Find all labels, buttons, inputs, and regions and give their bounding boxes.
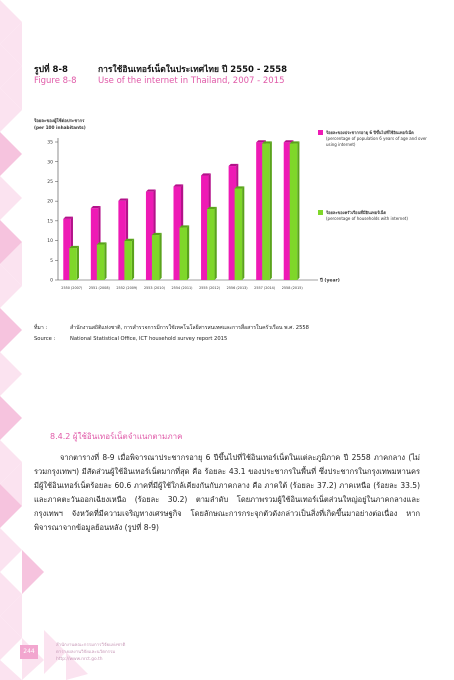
source-text-th: สำนักงานสถิติแห่งชาติ, การสำรวจการมีการใช้เทคโนโลยีสารสนเทศและการสื่อสารในครัวเรือน พ.ศ. 2558 (70, 325, 309, 331)
y-tick-label: 5 (50, 258, 53, 264)
x-axis-unit-label: ปี (year) (320, 278, 340, 284)
x-tick-label: 2554 (2011) (171, 286, 193, 290)
figure-title-en: Use of the internet in Thailand, 2007 - 2015 (98, 76, 285, 86)
footer-line-1: สำนักงานคณะกรรมการวิจัยแห่งชาติ (56, 643, 126, 648)
source-label-en: Source : (34, 336, 56, 342)
page-number: 244 (20, 645, 38, 659)
y-axis-title-en: (per 100 inhabitants) (34, 126, 86, 131)
body-paragraph: จากตารางที่ 8-9 เมื่อพิจารณาประชากรอายุ 6 ปีขึ้นไปที่ใช้อินเทอร์เน็ตในแต่ละภูมิภาค ปี 2558 ภาคกลาง (ไม่รวมกรุงเทพฯ) มีสัดส่วนผู้ใช้อินเทอร์เน็ตมากที่สุด คือ ร้อยละ 43.1 ของประชากรในพื้นที่ ซึ่งประชากรในกรุงเทพมหานครมีผู้ใช้อินเทอร์เน็ตร้อยละ 60.6 ภาคที่มีผู้ใช้ใกล้เคียงกันกับภาคกลาง คือ ภาคใต้ (ร้อยละ 37.2) ภาคเหนือ (ร้อยละ 33.5) และภาคตะวันออกเฉียงเหนือ (ร้อยละ 30.2) ตามลำดับ โดยภาพรวมผู้ใช้อินเทอร์เน็ตส่วนใหญ่อยู่ในภาคกลางและกรุงเทพฯ จังหวัดที่มีความเจริญทางเศรษฐกิจ โดยลักษณะการกระจุกตัวดังกล่าวเป็นสิ่งที่เกิดขึ้นมาอย่างต่อเนื่อง หากพิจารณาจากข้อมูลย้อนหลัง (รูปที่ 8-9) (34, 453, 420, 532)
bar-households (262, 144, 270, 280)
bar-side (215, 207, 217, 280)
figure-title-th: การใช้อินเทอร์เน็ตในประเทศไทย ปี 2550 - 2558 (98, 65, 288, 75)
figure-number-en: Figure 8-8 (34, 76, 77, 86)
figure-heading-en (34, 76, 285, 86)
y-axis-title-th: ร้อยละของผู้ใช้ต่อประชากร (34, 119, 85, 124)
y-tick-label: 30 (47, 160, 53, 166)
source-line-en (34, 336, 227, 342)
bar-side (132, 239, 134, 280)
bar-households (97, 245, 105, 280)
bar-households (124, 241, 132, 280)
footer-line-2: ตารางผลงานวิจัยและนวัตกรรม (56, 650, 116, 655)
bar-households (235, 189, 243, 280)
bar-side (297, 141, 299, 280)
bar-side (77, 246, 79, 280)
legend-item-households (318, 210, 438, 222)
bar-households (180, 228, 188, 280)
y-tick-label: 20 (47, 199, 53, 205)
bar-households (290, 144, 298, 280)
bar-side (270, 141, 272, 280)
x-tick-label: 2550 (2007) (61, 286, 83, 290)
bar-side (187, 225, 189, 280)
legend-label-population-en: (percentage of population 6 years of age and over using internet) (326, 136, 427, 147)
legend-swatch-green (318, 210, 323, 215)
legend-swatch-magenta (318, 130, 323, 135)
bar-households (152, 235, 160, 280)
source-text-en: National Statistical Office, ICT household survey report 2015 (70, 336, 228, 342)
bar-side (159, 233, 161, 280)
section-heading: 8.4.2 ผู้ใช้อินเทอร์เน็ตจำแนกตามภาค (50, 432, 183, 441)
y-tick-label: 0 (50, 278, 53, 284)
figure-heading-th (34, 62, 287, 76)
legend-item-population (318, 130, 438, 148)
x-tick-label: 2551 (2008) (88, 286, 110, 290)
source-line-th (34, 324, 309, 332)
x-tick-label: 2553 (2010) (143, 286, 165, 290)
figure-number-th: รูปที่ 8-8 (34, 65, 68, 75)
bar-side (104, 242, 106, 280)
bar-side (242, 186, 244, 280)
y-tick-label: 10 (47, 239, 53, 245)
x-tick-label: 2556 (2013) (226, 286, 248, 290)
bar-households (69, 248, 77, 280)
x-tick-label: 2558 (2015) (281, 286, 303, 290)
x-tick-label: 2555 (2012) (199, 286, 221, 290)
footer-publisher (56, 642, 125, 663)
y-tick-label: 35 (47, 140, 53, 146)
x-tick-label: 2557 (2014) (254, 286, 276, 290)
legend-label-households-en: (percentage of households with internet) (326, 216, 408, 221)
bar-households (207, 209, 215, 280)
legend-label-households-th: ร้อยละของครัวเรือนที่มีอินเทอร์เน็ต (326, 210, 386, 215)
source-label-th: ที่มา : (34, 325, 48, 331)
footer-line-3: http://www.nrct.go.th (56, 657, 103, 662)
x-tick-label: 2552 (2009) (116, 286, 138, 290)
legend-label-population-th: ร้อยละของประชากรอายุ 6 ปีขึ้นไปที่ใช้อินเทอร์เน็ต (326, 130, 414, 135)
y-tick-label: 15 (47, 219, 53, 225)
y-tick-label: 25 (47, 180, 53, 186)
